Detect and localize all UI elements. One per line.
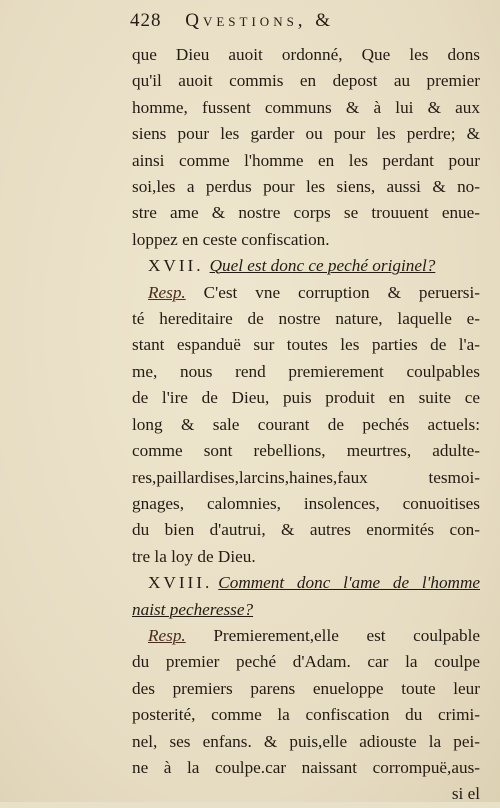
text-line: tre la loy de Dieu. <box>132 546 256 566</box>
question-18-continued <box>132 597 480 623</box>
text-line: stre ame & nostre corps se trouuent enue- <box>132 203 480 223</box>
text-line: té hereditaire de nostre nature, laquelle e- <box>132 309 480 329</box>
text-line: des premiers parens enueloppe toute leur <box>132 678 480 698</box>
text-line: Premierement,elle est coulpable <box>213 625 480 645</box>
resp-label: Resp. <box>148 625 186 645</box>
text-line: de l'ire de Dieu, puis produit en suite ce <box>132 388 480 408</box>
page-number: 428 <box>130 10 162 31</box>
question-number: XVIII. <box>148 573 213 593</box>
question-18 <box>132 570 480 596</box>
question-number: XVII. <box>148 256 204 276</box>
running-title: Qvestions, & <box>185 10 335 31</box>
answer-18-first-line <box>132 623 480 649</box>
text-line: du premier peché d'Adam. car la coulpe <box>132 652 480 672</box>
question-text: naist pecheresse? <box>132 599 254 619</box>
catchword: si el <box>451 784 480 804</box>
text-line: nel, ses enfans. & puis,elle adiouste la pei- <box>132 731 480 751</box>
text-line: comme sont rebellions, meurtres, adulte- <box>132 441 480 461</box>
text-line: qu'il auoit commis en depost au premier <box>132 71 480 91</box>
running-header <box>130 10 460 32</box>
text-line: stant espanduë sur toutes les parties de l'a- <box>132 335 480 355</box>
text-line: posterité, comme la confiscation du crimi- <box>132 705 480 725</box>
text-line: C'est vne corruption & peruersi- <box>203 282 480 302</box>
answer-17-first-line <box>132 280 480 306</box>
text-line: du bien d'autrui, & autres enormités con- <box>132 520 480 540</box>
text-line: ne à la coulpe.car naissant corrompuë,aus- <box>132 757 480 777</box>
text-line: me, nous rend premierement coulpables <box>132 361 480 381</box>
text-line: loppez en ceste confiscation. <box>132 229 330 249</box>
text-line: siens pour les garder ou pour les perdre; & <box>132 124 480 144</box>
text-line: ainsi comme l'homme en les perdant pour <box>132 150 480 170</box>
question-text: Comment donc l'ame de l'homme <box>218 573 480 593</box>
text-line: gnages, calomnies, insolences, conuoitises <box>132 493 480 513</box>
text-line: res,paillardises,larcins,haines,faux tesmoi- <box>132 467 480 487</box>
question-17 <box>132 253 480 279</box>
text-line: homme, fussent communs & à lui & aux <box>132 97 480 117</box>
page-body <box>132 42 480 808</box>
question-text: Quel est donc ce peché originel? <box>209 256 436 276</box>
resp-label: Resp. <box>148 282 186 302</box>
text-line: long & sale courant de pechés actuels: <box>132 414 480 434</box>
text-line: que Dieu auoit ordonné, Que les dons <box>132 45 480 64</box>
text-line: soi,les a perdus pour les siens, aussi & no- <box>132 177 480 197</box>
